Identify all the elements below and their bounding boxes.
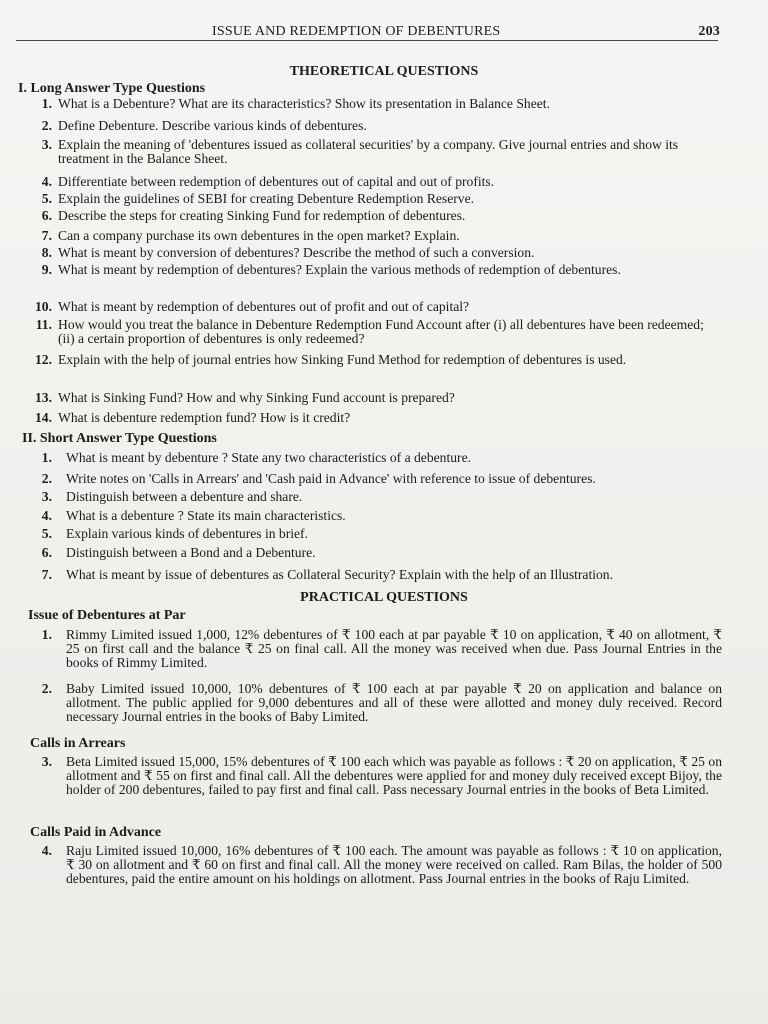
question-number: 2.	[41, 681, 52, 696]
question-number: 1.	[41, 96, 52, 111]
long-question	[30, 391, 722, 405]
question-number: 4.	[41, 508, 52, 523]
long-question	[30, 263, 722, 277]
question-number: 4.	[41, 843, 52, 858]
calls-in-advance-heading: Calls Paid in Advance	[30, 825, 162, 840]
question-number: 13.	[35, 390, 52, 405]
question-text: What is meant by redemption of debentures? Explain the various methods of redemption of debentures.	[58, 262, 621, 277]
question-text: What is a Debenture? What are its characteristics? Show its presentation in Balance Sheet.	[58, 96, 550, 111]
running-header	[16, 24, 718, 41]
question-text: Distinguish between a debenture and share.	[66, 489, 303, 504]
question-text: Rimmy Limited issued 1,000, 12% debentures of ₹ 100 each at par payable ₹ 10 on application, ₹ 40 on allotment, ₹ 25 on first call and the balance ₹ 25 on final call. All the money was received when due. Pass Journal Entries in the books of Rimmy Limited.	[66, 627, 722, 670]
question-text: Explain with the help of journal entries how Sinking Fund Method for redemption of debentures is used.	[58, 352, 627, 367]
short-question	[30, 527, 722, 541]
question-number: 5.	[41, 526, 52, 541]
long-answer-heading: I. Long Answer Type Questions	[18, 81, 206, 96]
issue-at-par-heading: Issue of Debentures at Par	[28, 608, 186, 623]
question-text: Can a company purchase its own debentures in the open market? Explain.	[58, 228, 460, 243]
question-number: 6.	[41, 208, 52, 223]
long-question	[30, 246, 722, 260]
short-question	[30, 451, 722, 465]
short-question	[30, 546, 722, 560]
question-text: Beta Limited issued 15,000, 15% debentures of ₹ 100 each which was payable as follows : ₹ 20 on application, ₹ 25 on allotment and ₹ 55 on first and final call. All the debentures were applied for and money duly received except Bijoy, the holder of 200 debentures, failed to pay first and final call. Pass necessary Journal entries in the books of Beta Limited.	[66, 754, 722, 797]
short-question	[30, 490, 722, 504]
question-number: 7.	[41, 567, 52, 582]
chapter-title: ISSUE AND REDEMPTION OF DEBENTURES	[212, 24, 501, 39]
long-question	[30, 318, 722, 346]
question-number: 3.	[41, 754, 52, 769]
question-number: 12.	[35, 352, 52, 367]
question-text: Distinguish between a Bond and a Debenture.	[66, 545, 316, 560]
question-number: 10.	[35, 299, 52, 314]
theoretical-questions-heading: THEORETICAL QUESTIONS	[289, 64, 479, 79]
question-text: How would you treat the balance in Debenture Redemption Fund Account after (i) all debentures have been redeemed; (ii) a certain proportion of debentures is only redeemed?	[58, 317, 704, 346]
long-question	[30, 175, 722, 189]
long-question	[30, 300, 722, 314]
question-text: Write notes on 'Calls in Arrears' and 'Cash paid in Advance' with reference to issue of debentures.	[66, 471, 596, 486]
question-number: 3.	[41, 489, 52, 504]
question-text: Define Debenture. Describe various kinds of debentures.	[58, 118, 367, 133]
question-text: What is meant by redemption of debentures out of profit and out of capital?	[58, 299, 470, 314]
question-number: 2.	[41, 471, 52, 486]
question-number: 6.	[41, 545, 52, 560]
short-question	[30, 472, 722, 486]
long-question	[30, 229, 722, 243]
long-question	[30, 353, 722, 367]
question-text: Explain the meaning of 'debentures issued as collateral securities' by a company. Give journal entries and show its treatment in the Balance Sheet.	[58, 137, 679, 166]
question-text: What is meant by conversion of debentures? Describe the method of such a conversion.	[58, 245, 535, 260]
question-number: 11.	[35, 317, 52, 332]
question-text: What is meant by issue of debentures as Collateral Security? Explain with the help of an Illustration.	[66, 567, 614, 582]
practical-questions-heading: PRACTICAL QUESTIONS	[300, 590, 468, 605]
practical-question	[30, 755, 722, 797]
short-answer-heading: II. Short Answer Type Questions	[22, 431, 217, 446]
practical-question	[30, 628, 722, 670]
question-number: 8.	[41, 245, 52, 260]
question-number: 5.	[41, 191, 52, 206]
question-text: What is a debenture ? State its main characteristics.	[66, 508, 346, 523]
short-question	[30, 509, 722, 523]
practical-question	[30, 844, 722, 886]
question-text: Describe the steps for creating Sinking Fund for redemption of debentures.	[58, 208, 466, 223]
question-number: 3.	[41, 137, 52, 152]
question-number: 2.	[41, 118, 52, 133]
question-text: Baby Limited issued 10,000, 10% debentures of ₹ 100 each at par payable ₹ 20 on application and balance on allotment. The public applied for 9,000 debentures and all of these were allotted and money duly received. Record necessary Journal entries in the books of Baby Limited.	[66, 681, 722, 724]
question-text: Differentiate between redemption of debentures out of capital and out of profits.	[58, 174, 495, 189]
long-question	[30, 411, 722, 425]
calls-in-arrears-heading: Calls in Arrears	[30, 736, 126, 751]
question-number: 4.	[41, 174, 52, 189]
question-text: What is Sinking Fund? How and why Sinking Fund account is prepared?	[58, 390, 455, 405]
question-number: 9.	[41, 262, 52, 277]
question-number: 1.	[41, 450, 52, 465]
question-number: 14.	[35, 410, 52, 425]
long-question	[30, 119, 722, 133]
short-question	[30, 568, 722, 582]
long-question	[30, 192, 722, 206]
question-text: What is debenture redemption fund? How is it credit?	[58, 410, 351, 425]
question-text: Explain various kinds of debentures in brief.	[66, 526, 308, 541]
long-question	[30, 209, 722, 223]
question-text: Explain the guidelines of SEBI for creating Debenture Redemption Reserve.	[58, 191, 474, 206]
question-number: 7.	[41, 228, 52, 243]
practical-question	[30, 682, 722, 724]
question-text: What is meant by debenture ? State any two characteristics of a debenture.	[66, 450, 472, 465]
question-number: 1.	[41, 627, 52, 642]
page-number: 203	[698, 24, 720, 39]
long-question	[30, 138, 722, 166]
long-question	[30, 97, 722, 111]
question-text: Raju Limited issued 10,000, 16% debentures of ₹ 100 each. The amount was payable as follows : ₹ 10 on application, ₹ 30 on allotment and ₹ 60 on first and final call. All the money were received on called. Ram Bilas, the holder of 500 debentures, paid the entire amount on his holdings on allotment. Pass Journal entries in the books of Raju Limited.	[66, 843, 722, 886]
